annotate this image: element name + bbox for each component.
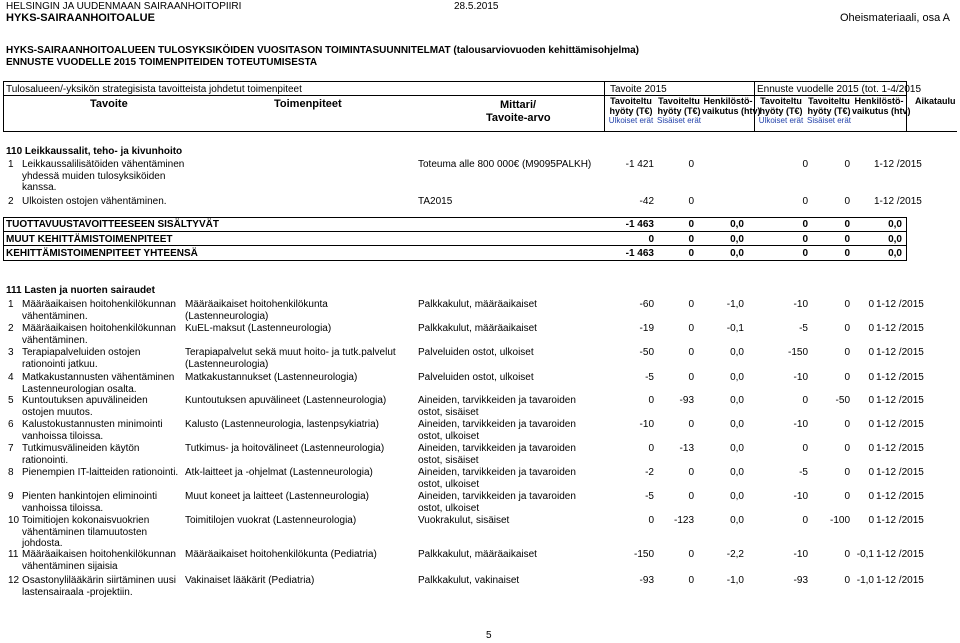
cell-e3: 0 xyxy=(868,443,874,454)
cell-e1: -10 xyxy=(793,372,808,383)
cell-t3: 0,0 xyxy=(730,395,744,406)
cell-no: 8 xyxy=(8,467,14,478)
cell-t2: 0 xyxy=(688,299,694,310)
cell-t2: 0 xyxy=(688,491,694,502)
cell-no: 7 xyxy=(8,443,14,454)
totals-rule-1 xyxy=(3,217,907,218)
col-target-staff: Henkilöstö- vaikutus (htv) xyxy=(702,96,761,116)
cell-t1: -60 xyxy=(639,299,654,310)
cell-e3: -1,0 xyxy=(856,575,874,586)
col-target-internal: Tavoiteltu hyöty (T€) Sisäiset erät xyxy=(656,96,702,125)
cell-schedule: 1-12 /2015 xyxy=(876,395,924,406)
cell-e1: -5 xyxy=(799,323,808,334)
cell-e1: -150 xyxy=(787,347,808,358)
cell-t3: -1,0 xyxy=(726,299,744,310)
cell-toimenpide: Muut koneet ja laitteet (Lastenneurologia) xyxy=(185,491,370,502)
col-tavoite: Tavoite xyxy=(90,98,128,110)
cell-t1: -50 xyxy=(639,347,654,358)
cell-toimenpide: Atk-laitteet ja -ohjelmat (Lastenneurologia) xyxy=(185,467,373,478)
cell-no: 9 xyxy=(8,491,14,502)
cell-toimenpide: Matkakustannukset (Lastenneurologia) xyxy=(185,372,358,383)
header-rule-bottom xyxy=(3,131,957,132)
cell-tavoite: Määräaikaisen hoitohenkilökunnan vähentäminen. xyxy=(22,323,176,346)
cell-e3: 0 xyxy=(868,323,874,334)
cell-e2: 0 xyxy=(844,575,850,586)
cell-no: 6 xyxy=(8,419,14,430)
cell-t3: 0,0 xyxy=(730,443,744,454)
cell-e1: -5 xyxy=(799,467,808,478)
document-title: HYKS-SAIRAANHOITOALUEEN TULOSYKSIKÖIDEN VUOSITASON TOIMINTASUUNNITELMAT (talousarviovuoden kehittämisohjelma) xyxy=(6,45,640,56)
cell-schedule: 1-12 /2015 xyxy=(876,299,924,310)
cell-no: 4 xyxy=(8,372,14,383)
cell-tavoite: Määräaikaisen hoitohenkilökunnan vähentäminen sijaisia xyxy=(22,549,176,572)
target-group-label: Tavoite 2015 xyxy=(610,84,667,95)
col-schedule: Aikataulu xyxy=(915,96,956,106)
cell-t3: 0,0 xyxy=(730,347,744,358)
cell-e1: 0 xyxy=(802,395,808,406)
cell-t3: 0,0 xyxy=(730,419,744,430)
col-target-external: Tavoiteltu hyöty (T€) Ulkoiset erät xyxy=(608,96,654,125)
cell-toimenpide: Määräaikaiset hoitohenkilökunta (Lastenneurologia) xyxy=(185,299,328,322)
cell-e3: 0 xyxy=(868,299,874,310)
cell-no: 5 xyxy=(8,395,14,406)
cell-t1: 0 xyxy=(648,443,654,454)
cell-schedule: 1-12 /2015 xyxy=(876,549,924,560)
cell-mittari: Aineiden, tarvikkeiden ja tavaroiden ostot, sisäiset xyxy=(418,395,576,418)
cell-t2: 0 xyxy=(688,372,694,383)
cell-t1: -5 xyxy=(645,491,654,502)
cell-t1: -5 xyxy=(645,372,654,383)
cell-tavoite: Pienempien IT-laitteiden rationointi. xyxy=(22,467,179,478)
cell-toimenpide: Toimitilojen vuokrat (Lastenneurologia) xyxy=(185,515,357,526)
cell-t2: 0 xyxy=(688,575,694,586)
cell-schedule: 1-12 /2015 xyxy=(876,372,924,383)
cell-toimenpide: Vakinaiset lääkärit (Pediatria) xyxy=(185,575,315,586)
cell-e3: -0,1 xyxy=(856,549,874,560)
header-border-left xyxy=(3,81,4,131)
cell-tavoite: Osastonylilääkärin siirtäminen uusi lastensairaala -projektiin. xyxy=(22,575,176,598)
col-mittari: Mittari/ xyxy=(500,99,537,111)
cell-toimenpide: Terapiapalvelut sekä muut hoito- ja tutk.palvelut (Lastenneurologia) xyxy=(185,347,396,370)
cell-e2: 0 xyxy=(844,372,850,383)
cell-toimenpide: Tutkimus- ja hoitovälineet (Lastenneurologia) xyxy=(185,443,385,454)
cell-no: 10 xyxy=(8,515,20,526)
cell-schedule: 1-12 /2015 xyxy=(876,443,924,454)
cell-mittari: Aineiden, tarvikkeiden ja tavaroiden ostot, ulkoiset xyxy=(418,491,576,514)
cell-t2: -123 xyxy=(673,515,694,526)
cell-schedule: 1-12 /2015 xyxy=(876,323,924,334)
cell-t3: -0,1 xyxy=(726,323,744,334)
page-number: 5 xyxy=(486,630,492,641)
cell-e3: 0 xyxy=(868,491,874,502)
cell-e1: 0 xyxy=(802,515,808,526)
cell-t2: -13 xyxy=(679,443,694,454)
org-name: HELSINGIN JA UUDENMAAN SAIRAANHOITOPIIRI xyxy=(6,1,242,12)
cell-e2: 0 xyxy=(844,467,850,478)
cell-t3: 0,0 xyxy=(730,467,744,478)
cell-schedule: 1-12 /2015 xyxy=(876,515,924,526)
header-rule-top xyxy=(3,81,907,82)
section-111-heading: 111 Lasten ja nuorten sairaudet xyxy=(6,285,155,296)
cell-e3: 0 xyxy=(868,515,874,526)
cell-t1: 0 xyxy=(648,395,654,406)
cell-schedule: 1-12 /2015 xyxy=(876,347,924,358)
cell-e2: -100 xyxy=(829,515,850,526)
attachment-label: Oheismateriaali, osa A xyxy=(839,12,950,24)
cell-mittari: Palkkakulut, määräaikaiset xyxy=(418,299,537,310)
cell-e1: 0 xyxy=(802,443,808,454)
cell-no: 1 xyxy=(8,299,14,310)
document-subtitle: ENNUSTE VUODELLE 2015 TOIMENPITEIDEN TOTEUTUMISESTA xyxy=(6,57,318,68)
cell-t2: 0 xyxy=(688,419,694,430)
cell-schedule: 1-12 /2015 xyxy=(876,419,924,430)
cell-t1: 0 xyxy=(648,515,654,526)
cell-mittari: Palkkakulut, määräaikaiset xyxy=(418,549,537,560)
cell-e3: 0 xyxy=(868,395,874,406)
cell-t1: -10 xyxy=(639,419,654,430)
cell-mittari: Aineiden, tarvikkeiden ja tavaroiden ostot, ulkoiset xyxy=(418,419,576,442)
cell-tavoite: Tutkimusvälineiden käytön rationointi. xyxy=(22,443,140,466)
totals-border-right xyxy=(906,217,907,260)
cell-e2: 0 xyxy=(844,443,850,454)
cell-t2: 0 xyxy=(688,467,694,478)
cell-t1: -93 xyxy=(639,575,654,586)
col-forecast-external: Tavoiteltu hyöty (T€) Ulkoiset erät xyxy=(758,96,804,125)
cell-mittari: Palveluiden ostot, ulkoiset xyxy=(418,347,534,358)
cell-tavoite: Pienten hankintojen eliminointi vanhoissa tiloissa. xyxy=(22,491,158,514)
cell-toimenpide: KuEL-maksut (Lastenneurologia) xyxy=(185,323,332,334)
cell-t2: 0 xyxy=(688,323,694,334)
cell-mittari: Aineiden, tarvikkeiden ja tavaroiden ostot, ulkoiset xyxy=(418,467,576,490)
cell-e1: -10 xyxy=(793,419,808,430)
header-divider-target xyxy=(604,81,605,131)
cell-e1: -93 xyxy=(793,575,808,586)
cell-mittari: Aineiden, tarvikkeiden ja tavaroiden ostot, sisäiset xyxy=(418,443,576,466)
col-toimenpiteet: Toimenpiteet xyxy=(274,98,342,110)
cell-e2: 0 xyxy=(844,549,850,560)
cell-e2: 0 xyxy=(844,419,850,430)
unit-name: HYKS-SAIRAANHOITOALUE xyxy=(6,12,155,24)
forecast-group-label: Ennuste vuodelle 2015 (tot. 1-4/2015 xyxy=(757,84,922,95)
document-date: 28.5.2015 xyxy=(454,1,499,12)
cell-schedule: 1-12 /2015 xyxy=(876,575,924,586)
cell-tavoite: Määräaikaisen hoitohenkilökunnan vähentäminen. xyxy=(22,299,176,322)
cell-no: 11 xyxy=(8,549,19,560)
cell-tavoite: Terapiapalveluiden ostojen rationointi jatkuu. xyxy=(22,347,141,370)
totals-rule-4 xyxy=(3,260,907,261)
cell-no: 12 xyxy=(8,575,20,586)
cell-t2: 0 xyxy=(688,549,694,560)
cell-toimenpide: Kuntoutuksen apuvälineet (Lastenneurologia) xyxy=(185,395,387,406)
cell-no: 3 xyxy=(8,347,14,358)
cell-e2: -50 xyxy=(835,395,850,406)
cell-tavoite: Kuntoutuksen apuvälineiden ostojen muutos. xyxy=(22,395,148,418)
cell-e2: 0 xyxy=(844,347,850,358)
section-110-heading: 110 Leikkaussalit, teho- ja kivunhoito xyxy=(6,146,183,157)
cell-t2: 0 xyxy=(688,347,694,358)
cell-t3: 0,0 xyxy=(730,491,744,502)
col-tavoitearvo: Tavoite-arvo xyxy=(486,112,551,124)
totals-rule-2 xyxy=(3,231,907,232)
cell-t1: -19 xyxy=(639,323,654,334)
cell-e2: 0 xyxy=(844,323,850,334)
cell-e1: -10 xyxy=(793,549,808,560)
cell-e3: 0 xyxy=(868,419,874,430)
cell-e2: 0 xyxy=(844,491,850,502)
cell-e3: 0 xyxy=(868,467,874,478)
cell-e3: 0 xyxy=(868,372,874,383)
cell-t3: 0,0 xyxy=(730,372,744,383)
cell-schedule: 1-12 /2015 xyxy=(876,467,924,478)
cell-toimenpide: Kalusto (Lastenneurologia, lastenpsykiatria) xyxy=(185,419,379,430)
cell-tavoite: Matkakustannusten vähentäminen Lastenneurologian osalta. xyxy=(22,372,175,395)
cell-schedule: 1-12 /2015 xyxy=(876,491,924,502)
cell-t1: -150 xyxy=(633,549,654,560)
cell-e2: 0 xyxy=(844,299,850,310)
cell-mittari: Palveluiden ostot, ulkoiset xyxy=(418,372,534,383)
cell-mittari: Vuokrakulut, sisäiset xyxy=(418,515,510,526)
totals-border-left xyxy=(3,217,4,260)
cell-e1: -10 xyxy=(793,299,808,310)
strategy-label: Tulosalueen/-yksikön strategisista tavoitteista johdetut toimenpiteet xyxy=(6,84,302,95)
cell-t2: -93 xyxy=(679,395,694,406)
col-forecast-staff: Henkilöstö- vaikutus (htv) xyxy=(852,96,911,116)
cell-mittari: Palkkakulut, vakinaiset xyxy=(418,575,520,586)
cell-tavoite: Kalustokustannusten minimointi vanhoissa tiloissa. xyxy=(22,419,163,442)
cell-mittari: Palkkakulut, määräaikaiset xyxy=(418,323,537,334)
cell-e3: 0 xyxy=(868,347,874,358)
col-forecast-internal: Tavoiteltu hyöty (T€) Sisäiset erät xyxy=(806,96,852,125)
cell-t1: -2 xyxy=(645,467,654,478)
cell-no: 2 xyxy=(8,323,14,334)
cell-e1: -10 xyxy=(793,491,808,502)
cell-t3: -1,0 xyxy=(726,575,744,586)
cell-tavoite: Toimitiojen kokonaisvuokrien vähentäminen tilamuutosten johdosta. xyxy=(22,515,150,549)
cell-t3: 0,0 xyxy=(730,515,744,526)
cell-toimenpide: Määräaikaiset hoitohenkilökunta (Pediatria) xyxy=(185,549,377,560)
cell-t3: -2,2 xyxy=(726,549,744,560)
